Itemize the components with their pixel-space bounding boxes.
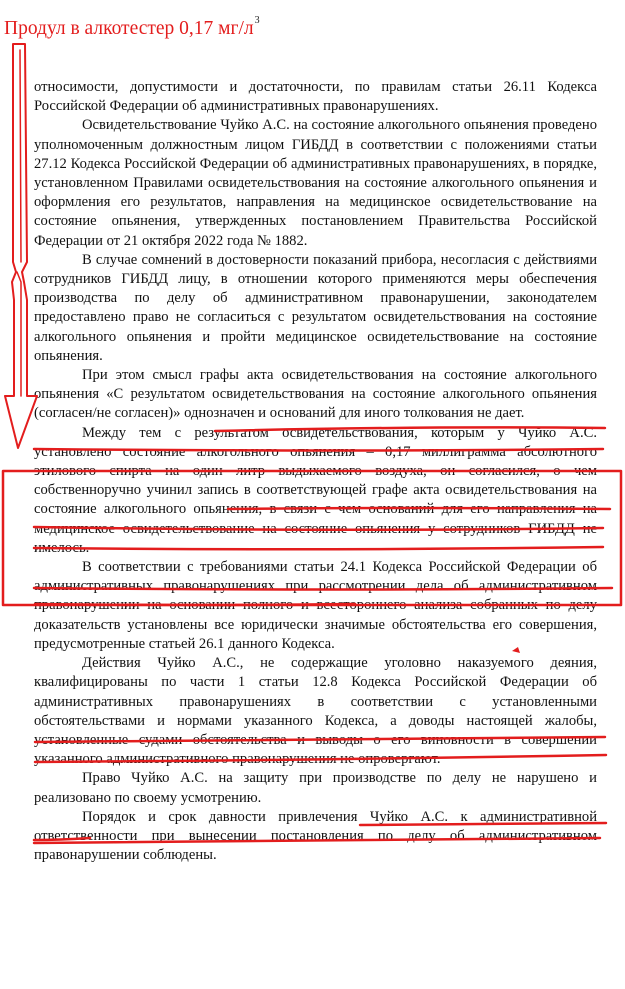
- paragraph-8: Право Чуйко А.С. на защиту при производстве по делу не нарушено и реализовано по своему усмотрению.: [34, 770, 597, 806]
- arrow-shaft-outline: [5, 44, 37, 448]
- paragraph-3: В случае сомнений в достоверности показаний прибора, несогласия с действиями сотрудников ГИБДД лицу, в отношении которого применяются меры обеспечения производства по делу об административном правонарушении, законодателем предоставлено право не согласиться с результатом освидетельствования на состояние алкогольного опьянения и пройти медицинское освидетельствование на состояние опьянения.: [34, 251, 597, 364]
- annotation-superscript: 3: [254, 14, 260, 26]
- paragraph-4: При этом смысл графы акта освидетельствования на состояние алкогольного опьянения «С результатом освидетельствования на состояние алкогольного опьянения (согласен/не согласен)» однозначен и оснований для иного толкования не дает.: [34, 367, 597, 422]
- annotation-title: [4, 14, 260, 40]
- arrow-inner-stroke: [17, 50, 21, 396]
- paragraph-6: В соответствии с требованиями статьи 24.1 Кодекса Российской Федерации об административных правонарушениях при рассмотрении дела об административном правонарушении на основании полного и всестороннего анализа собранных по делу доказательств установлены все юридически значимые обстоятельства его совершения, предусмотренные статьей 26.1 данного Кодекса.: [34, 559, 597, 652]
- paragraph-2: Освидетельствование Чуйко А.С. на состояние алкогольного опьянения проведено уполномоченным должностным лицом ГИБДД в соответствии с положениями статьи 27.12 Кодекса Российской Федерации об административных правонарушениях, в порядке, установленном Правилами освидетельствования на состояние алкогольного опьянения и оформления его результатов, направления на медицинское освидетельствование на состояние опьянения, утвержденных постановлением Правительства Российской Федерации от 21 октября 2022 года № 1882.: [34, 117, 597, 249]
- paragraph-9: Порядок и срок давности привлечения Чуйко А.С. к административной ответственности при вынесении постановления по делу об административном правонарушении соблюдены.: [34, 808, 597, 864]
- document-text: [34, 78, 597, 865]
- paragraph-1: относимости, допустимости и достаточности, по правилам статьи 26.11 Кодекса Российской Федерации об административных правонарушениях.: [34, 79, 597, 115]
- paragraph-5: Между тем с результатом освидетельствования, которым у Чуйко А.С. установлено состояние алкогольного опьянения – 0,17 миллиграмма абсолютного этилового спирта на один литр выдыхаемого воздуха, он согласился, о чем собственноручно учинил запись в соответствующей графе акта освидетельствования на состояние алкогольного опьянения, в связи с чем оснований для его направления на медицинское освидетельствование на состояние опьянения у сотрудников ГИБДД не имелось.: [34, 424, 597, 556]
- annotation-title-text: Продул в алкотестер 0,17 мг/л: [4, 18, 254, 39]
- paragraph-7: Действия Чуйко А.С., не содержащие уголовно наказуемого деяния, квалифицированы по части 1 статьи 12.8 Кодекса Российской Федерации об административных правонарушениях в соответствии с установленными обстоятельствами и нормами указанного Кодекса, а доводы настоящей жалобы, установленные судами обстоятельства и выводы о его виновности в совершении указанного административного правонарушения не опровергают.: [34, 655, 597, 768]
